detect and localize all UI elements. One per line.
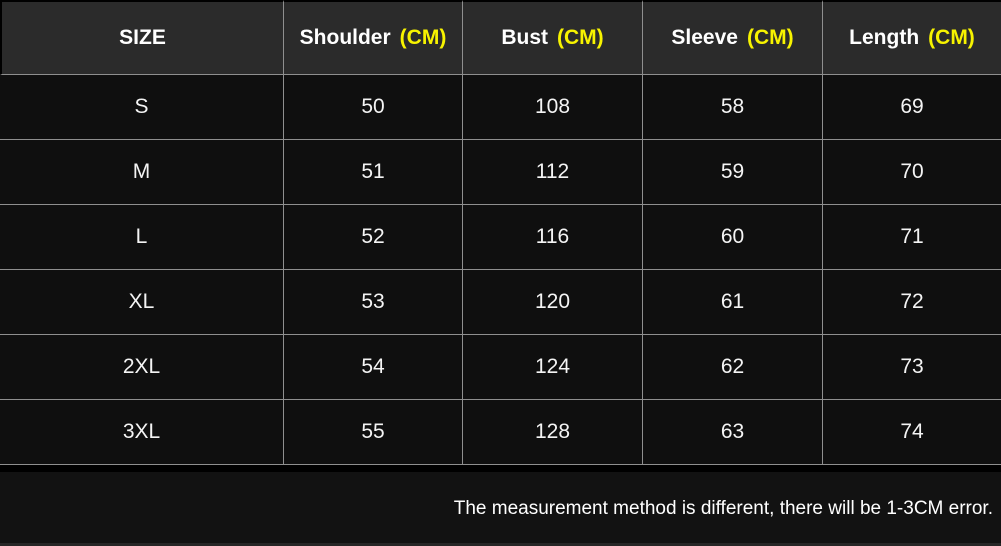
row-s-length: 69: [823, 75, 1001, 140]
row-xl-bust: 120: [463, 270, 643, 335]
header-label-size: SIZE: [119, 26, 166, 49]
header-cell-sleeve: [643, 0, 823, 75]
header-label-bust: Bust: [501, 26, 548, 49]
header-label-shoulder: Shoulder: [299, 26, 391, 49]
row-m-size: M: [0, 140, 284, 205]
row-l-bust: 116: [463, 205, 643, 270]
row-m-shoulder: 51: [284, 140, 463, 205]
row-xl-sleeve: 61: [643, 270, 823, 335]
row-3xl-sleeve: 63: [643, 400, 823, 465]
row-2xl-sleeve: 62: [643, 335, 823, 400]
row-2xl-shoulder: 54: [284, 335, 463, 400]
row-2xl-length: 73: [823, 335, 1001, 400]
header-label-length: Length: [849, 26, 920, 49]
row-l-sleeve: 60: [643, 205, 823, 270]
footer-note-area: [0, 472, 1001, 546]
row-s-sleeve: 58: [643, 75, 823, 140]
row-xl-size: XL: [0, 270, 284, 335]
header-label-sleeve: Sleeve: [671, 26, 738, 49]
header-unit-length: (CM): [928, 26, 975, 49]
row-s-size: S: [0, 75, 284, 140]
header-cell-shoulder: [284, 0, 463, 75]
row-2xl-size: 2XL: [0, 335, 284, 400]
measurement-error-note: The measurement method is different, there will be 1-3CM error.: [453, 498, 993, 519]
header-unit-shoulder: (CM): [399, 26, 447, 49]
row-l-shoulder: 52: [284, 205, 463, 270]
row-2xl-bust: 124: [463, 335, 643, 400]
header-unit-sleeve: (CM): [746, 26, 794, 49]
row-3xl-bust: 128: [463, 400, 643, 465]
row-l-length: 71: [823, 205, 1001, 270]
header-cell-size: [0, 0, 284, 75]
row-m-bust: 112: [463, 140, 643, 205]
row-m-sleeve: 59: [643, 140, 823, 205]
row-s-bust: 108: [463, 75, 643, 140]
row-3xl-shoulder: 55: [284, 400, 463, 465]
row-l-size: L: [0, 205, 284, 270]
header-cell-bust: [463, 0, 643, 75]
header-cell-length: [823, 0, 1001, 75]
header-unit-bust: (CM): [557, 26, 604, 49]
row-xl-shoulder: 53: [284, 270, 463, 335]
row-m-length: 70: [823, 140, 1001, 205]
row-3xl-size: 3XL: [0, 400, 284, 465]
row-3xl-length: 74: [823, 400, 1001, 465]
row-xl-length: 72: [823, 270, 1001, 335]
row-s-shoulder: 50: [284, 75, 463, 140]
